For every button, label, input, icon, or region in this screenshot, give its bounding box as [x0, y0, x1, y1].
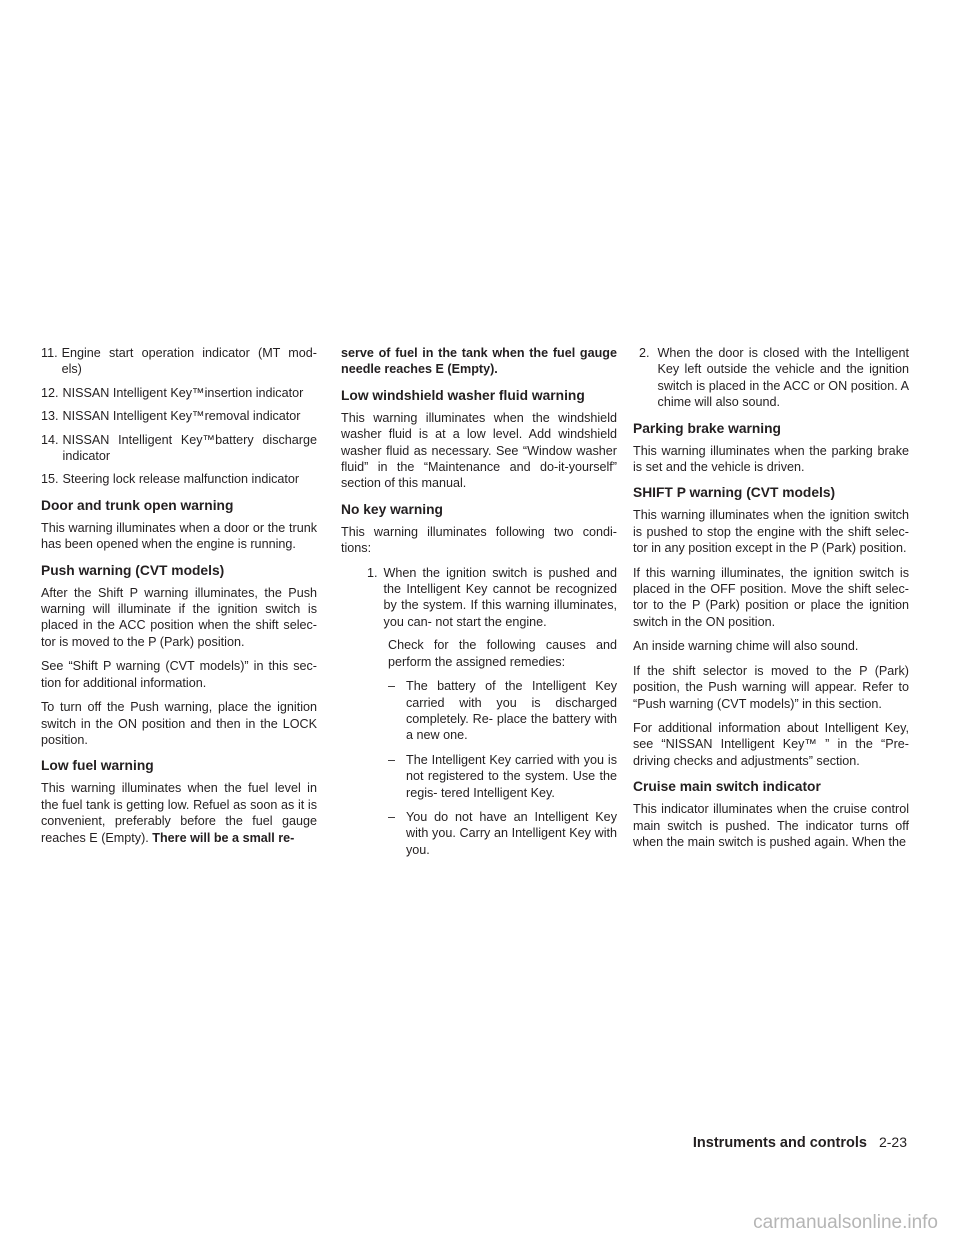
low-fuel-bold-continued: serve of fuel in the tank when the fuel gauge needle reaches E (Empty). — [341, 346, 617, 377]
list-number: 14. — [41, 432, 59, 447]
watermark: carmanualsonline.info — [753, 1212, 938, 1233]
push-warning-paragraph-2: See “Shift P warning (CVT models)” in this sec- tion for additional information. — [41, 659, 317, 690]
list-text: You do not have an Intelligent Key with you. Carry an Intelligent Key with you. — [406, 809, 617, 857]
list-item — [41, 471, 317, 487]
shift-p-paragraph-4: If the shift selector is moved to the P (Park) position, the Push warning will appear. Refer to “Push warning (CVT models)” in this section. — [633, 663, 909, 711]
list-item — [367, 565, 617, 631]
page-footer — [693, 1134, 907, 1151]
list-text: NISSAN Intelligent Key™battery discharge indicator — [62, 432, 317, 464]
washer-warning-heading: Low windshield washer fluid warning — [341, 387, 585, 403]
no-key-remedies — [341, 637, 617, 670]
parking-brake-text: This warning illuminates when the parking brake is set and the vehicle is driven. — [633, 443, 909, 475]
washer-warning-text: This warning illuminates when the windshield washer fluid is at a low level. Add windshield washer fluid as necessary. See “Window washer fluid” in the “Maintenance and do-it-yourself” section of this manual. — [341, 410, 617, 491]
list-number: 2. — [639, 346, 650, 360]
list-text: The Intelligent Key carried with you is not registered to the system. Use the regis- tered Intelligent Key. — [406, 752, 617, 800]
push-warning-paragraph-1: After the Shift P warning illuminates, the Push warning will illuminate if the ignition switch is placed in the ACC position when the shift selec- tor is moved to the P (Park) position. — [41, 585, 317, 649]
no-key-intro: This warning illuminates following two condi- tions: — [341, 524, 617, 556]
column-left — [41, 345, 317, 854]
list-text: When the door is closed with the Intelligent Key left outside the vehicle and the ignition switch is placed in the ACC or ON position. A chime will also sound. — [657, 346, 909, 410]
shift-p-paragraph-1: This warning illuminates when the ignition switch is pushed to stop the engine with the shift selec- tor in any position except in the P (Park) position. — [633, 508, 909, 556]
list-text: NISSAN Intelligent Key™removal indicator — [62, 409, 301, 424]
page-number: 2-23 — [878, 1134, 907, 1150]
door-warning-text: This warning illuminates when a door or the trunk has been opened when the engine is running. — [41, 520, 317, 552]
list-item — [388, 752, 617, 801]
shift-p-paragraph-5: For additional information about Intelligent Key, see “NISSAN Intelligent Key™ ” in the “Pre- driving checks and adjustments” section. — [633, 720, 909, 768]
list-item — [41, 408, 317, 424]
dash-bullet: – — [388, 809, 396, 824]
shift-p-paragraph-3: An inside warning chime will also sound. — [633, 639, 859, 654]
list-item — [388, 678, 617, 744]
list-text: When the ignition switch is pushed and the Intelligent Key cannot be recognized by the system. If this warning illuminates, you can- not start the engine. — [383, 565, 617, 629]
door-warning-heading: Door and trunk open warning — [41, 497, 234, 513]
cruise-switch-text: This indicator illuminates when the cruise control main switch is pushed. The indicator turns off when the main switch is pushed again. When the — [633, 802, 909, 849]
dash-bullet: – — [388, 752, 396, 767]
section-title: Instruments and controls — [692, 1135, 867, 1151]
list-number: 11. — [41, 346, 58, 360]
push-warning-heading: Push warning (CVT models) — [41, 562, 225, 578]
list-text: NISSAN Intelligent Key™insertion indicator — [62, 385, 304, 400]
shift-p-paragraph-2: If this warning illuminates, the ignition switch is placed in the OFF position. Move the shift selec- tor to the P (Park) position or place the ignition switch in the ON position. — [633, 565, 909, 629]
list-number: 1. — [367, 565, 378, 580]
dash-bullet: – — [388, 679, 396, 694]
list-number: 13. — [41, 409, 59, 424]
list-item — [633, 345, 909, 411]
list-text: Engine start operation indicator (MT mod- els) — [61, 346, 317, 377]
list-number: 12. — [41, 385, 59, 400]
list-text: The battery of the Intelligent Key carried with you is discharged completely. Re- place the battery with a new one. — [406, 679, 617, 743]
list-item — [388, 809, 617, 858]
remedy-list — [341, 678, 617, 858]
low-fuel-heading: Low fuel warning — [41, 758, 154, 774]
list-item — [41, 385, 317, 401]
check-causes-text: Check for the following causes and perform the assigned remedies: — [388, 638, 617, 669]
list-text: Steering lock release malfunction indicator — [62, 472, 300, 487]
low-fuel-text: This warning illuminates when the fuel level in the fuel tank is getting low. Refuel as soon as it is convenient, preferably before the fuel gauge reaches E (Empty). — [41, 781, 317, 845]
no-key-warning-heading: No key warning — [341, 501, 443, 517]
column-right — [633, 345, 909, 858]
list-item — [41, 432, 317, 465]
column-middle — [341, 345, 617, 866]
list-item — [41, 345, 317, 378]
push-warning-paragraph-3: To turn off the Push warning, place the ignition switch in the ON position and then in the LOCK position. — [41, 700, 317, 747]
low-fuel-paragraph — [41, 780, 317, 846]
cruise-switch-heading: Cruise main switch indicator — [633, 779, 821, 795]
list-number: 15. — [41, 472, 59, 487]
no-key-conditions — [341, 565, 617, 631]
low-fuel-bold-text: There will be a small re- — [152, 830, 295, 845]
parking-brake-heading: Parking brake warning — [633, 420, 781, 436]
shift-p-heading: SHIFT P warning (CVT models) — [633, 485, 836, 501]
